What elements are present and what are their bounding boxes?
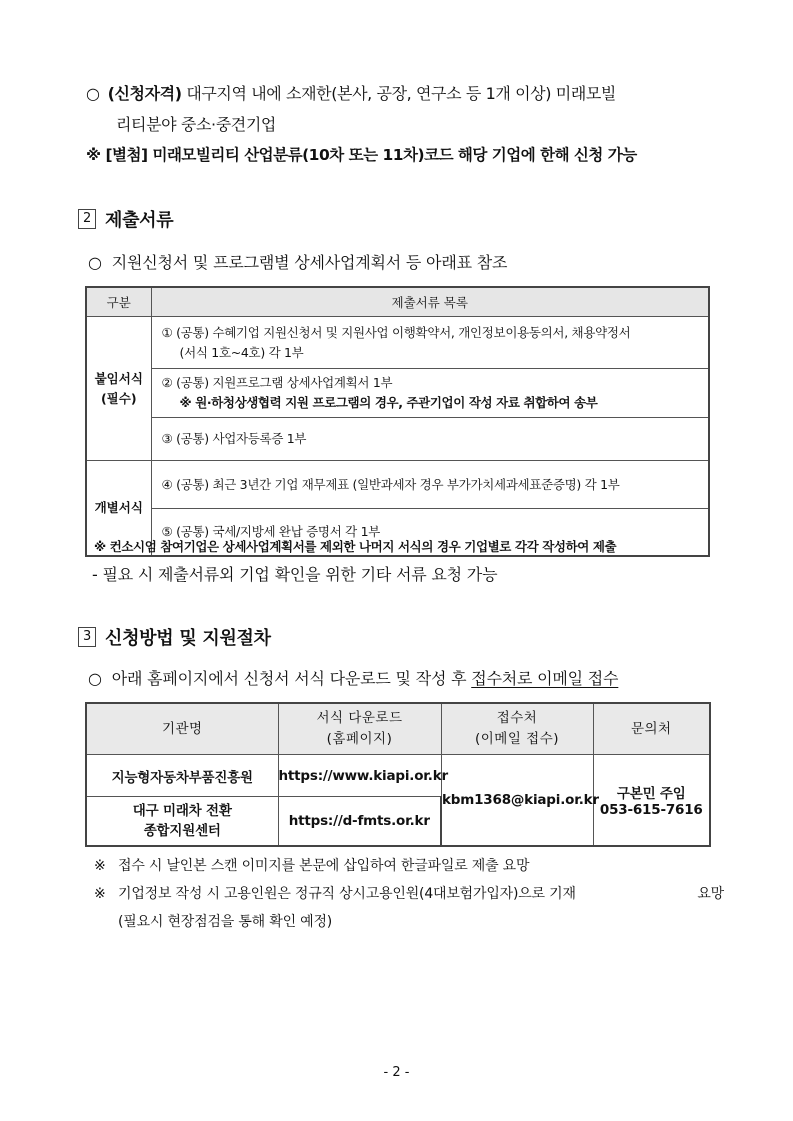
table-header-row [86,703,710,755]
circle-bullet: ○ [86,84,100,103]
footnote-1: ※ 접수 시 날인본 스캔 이미지를 본문에 삽입하여 한글파일로 제출 요망 [94,858,530,874]
reception-email[interactable]: kbm1368@kiapi.or.kr [441,755,593,847]
intro-underlined: 접수처로 이메일 접수 [471,669,619,688]
header-category: 구분 [86,287,151,317]
section-2-intro [88,250,507,273]
category-individual: 개별서식 [86,461,151,557]
table-row [86,369,709,418]
attachment-note: ※ [별첨] 미래모빌리티 산업분류(10차 또는 11차)코드 해당 기업에 한해 신청 가능 [86,146,637,164]
org-name: 대구 미래차 전환 종합지원센터 [86,797,278,847]
eligibility-text-cont: 리티분야 중소·중견기업 [116,115,276,134]
footnotes [94,852,724,936]
section-number-box: 2 [78,209,96,229]
header-org: 기관명 [86,703,278,755]
download-link[interactable]: https://www.kiapi.or.kr [278,755,441,797]
table-row [86,755,710,797]
download-link[interactable]: https://d-fmts.or.kr [278,797,441,847]
page-number: - 2 - [383,1065,410,1080]
table-header-row [86,287,709,317]
header-documents: 제출서류 목록 [151,287,709,317]
extra-documents-note: - 필요 시 제출서류외 기업 확인을 위한 기타 서류 요청 가능 [92,565,498,584]
section-3-intro [88,666,618,689]
org-name: 지능형자동차부품진흥원 [86,755,278,797]
table-row [86,461,709,509]
document-item-4: ④ (공통) 최근 3년간 기업 재무제표 (일반과세자 경우 부가가치세과세표준증명) 각 1부 [151,461,709,509]
header-download: 서식 다운로드 (홈페이지) [278,703,441,755]
eligibility-heading: (신청자격) [107,84,182,103]
documents-table [85,286,710,557]
header-contact: 문의처 [593,703,710,755]
category-required: 붙임서식 (필수) [86,317,151,461]
header-reception: 접수처 (이메일 접수) [441,703,593,755]
document-item-2: ② (공통) 지원프로그램 상세사업계획서 1부 ※ 원·하청상생협력 지원 프로그램의 경우, 주관기업이 작성 자료 취합하여 송부 [151,369,709,418]
eligibility-text: 대구지역 내에 소재한(본사, 공장, 연구소 등 1개 이상) 미래모빌 [186,84,616,103]
contact-info: 구본민 주임 053-615-7616 [593,755,710,847]
intro-text: 지원신청서 및 프로그램별 상세사업계획서 등 아래표 참조 [111,253,508,272]
table-row [86,418,709,461]
document-item-1: ① (공통) 수혜기업 지원신청서 및 지원사업 이행확약서, 개인정보이용동의서, 채용약정서 (서식 1호~4호) 각 1부 [151,317,709,369]
circle-bullet: ○ [88,253,102,272]
intro-text: 아래 홈페이지에서 신청서 서식 다운로드 및 작성 후 [111,669,472,688]
footnote-2: ※ 기업정보 작성 시 고용인원은 정규직 상시고용인원(4대보험가입자)으로 기재 요망 [94,886,724,902]
document-item-3: ③ (공통) 사업자등록증 1부 [151,418,709,461]
application-table [85,702,711,847]
section-title-text: 신청방법 및 지원절차 [105,628,271,649]
table-note: ※ 컨소시엄 참여기업은 상세사업계획서를 제외한 나머지 서식의 경우 기업별로 각각 작성하여 제출 [94,539,617,554]
circle-bullet: ○ [88,669,102,688]
eligibility-paragraph [86,78,726,140]
table-row [86,317,709,369]
footnote-2-cont: (필요시 현장점검을 통해 확인 예정) [118,914,333,930]
section-3-title [78,624,271,650]
section-title-text: 제출서류 [105,210,174,231]
section-number-box: 3 [78,627,96,647]
section-2-title [78,206,173,232]
document-item-5: ⑤ (공통) 국세/지방세 완납 증명서 각 1부 [151,509,709,557]
